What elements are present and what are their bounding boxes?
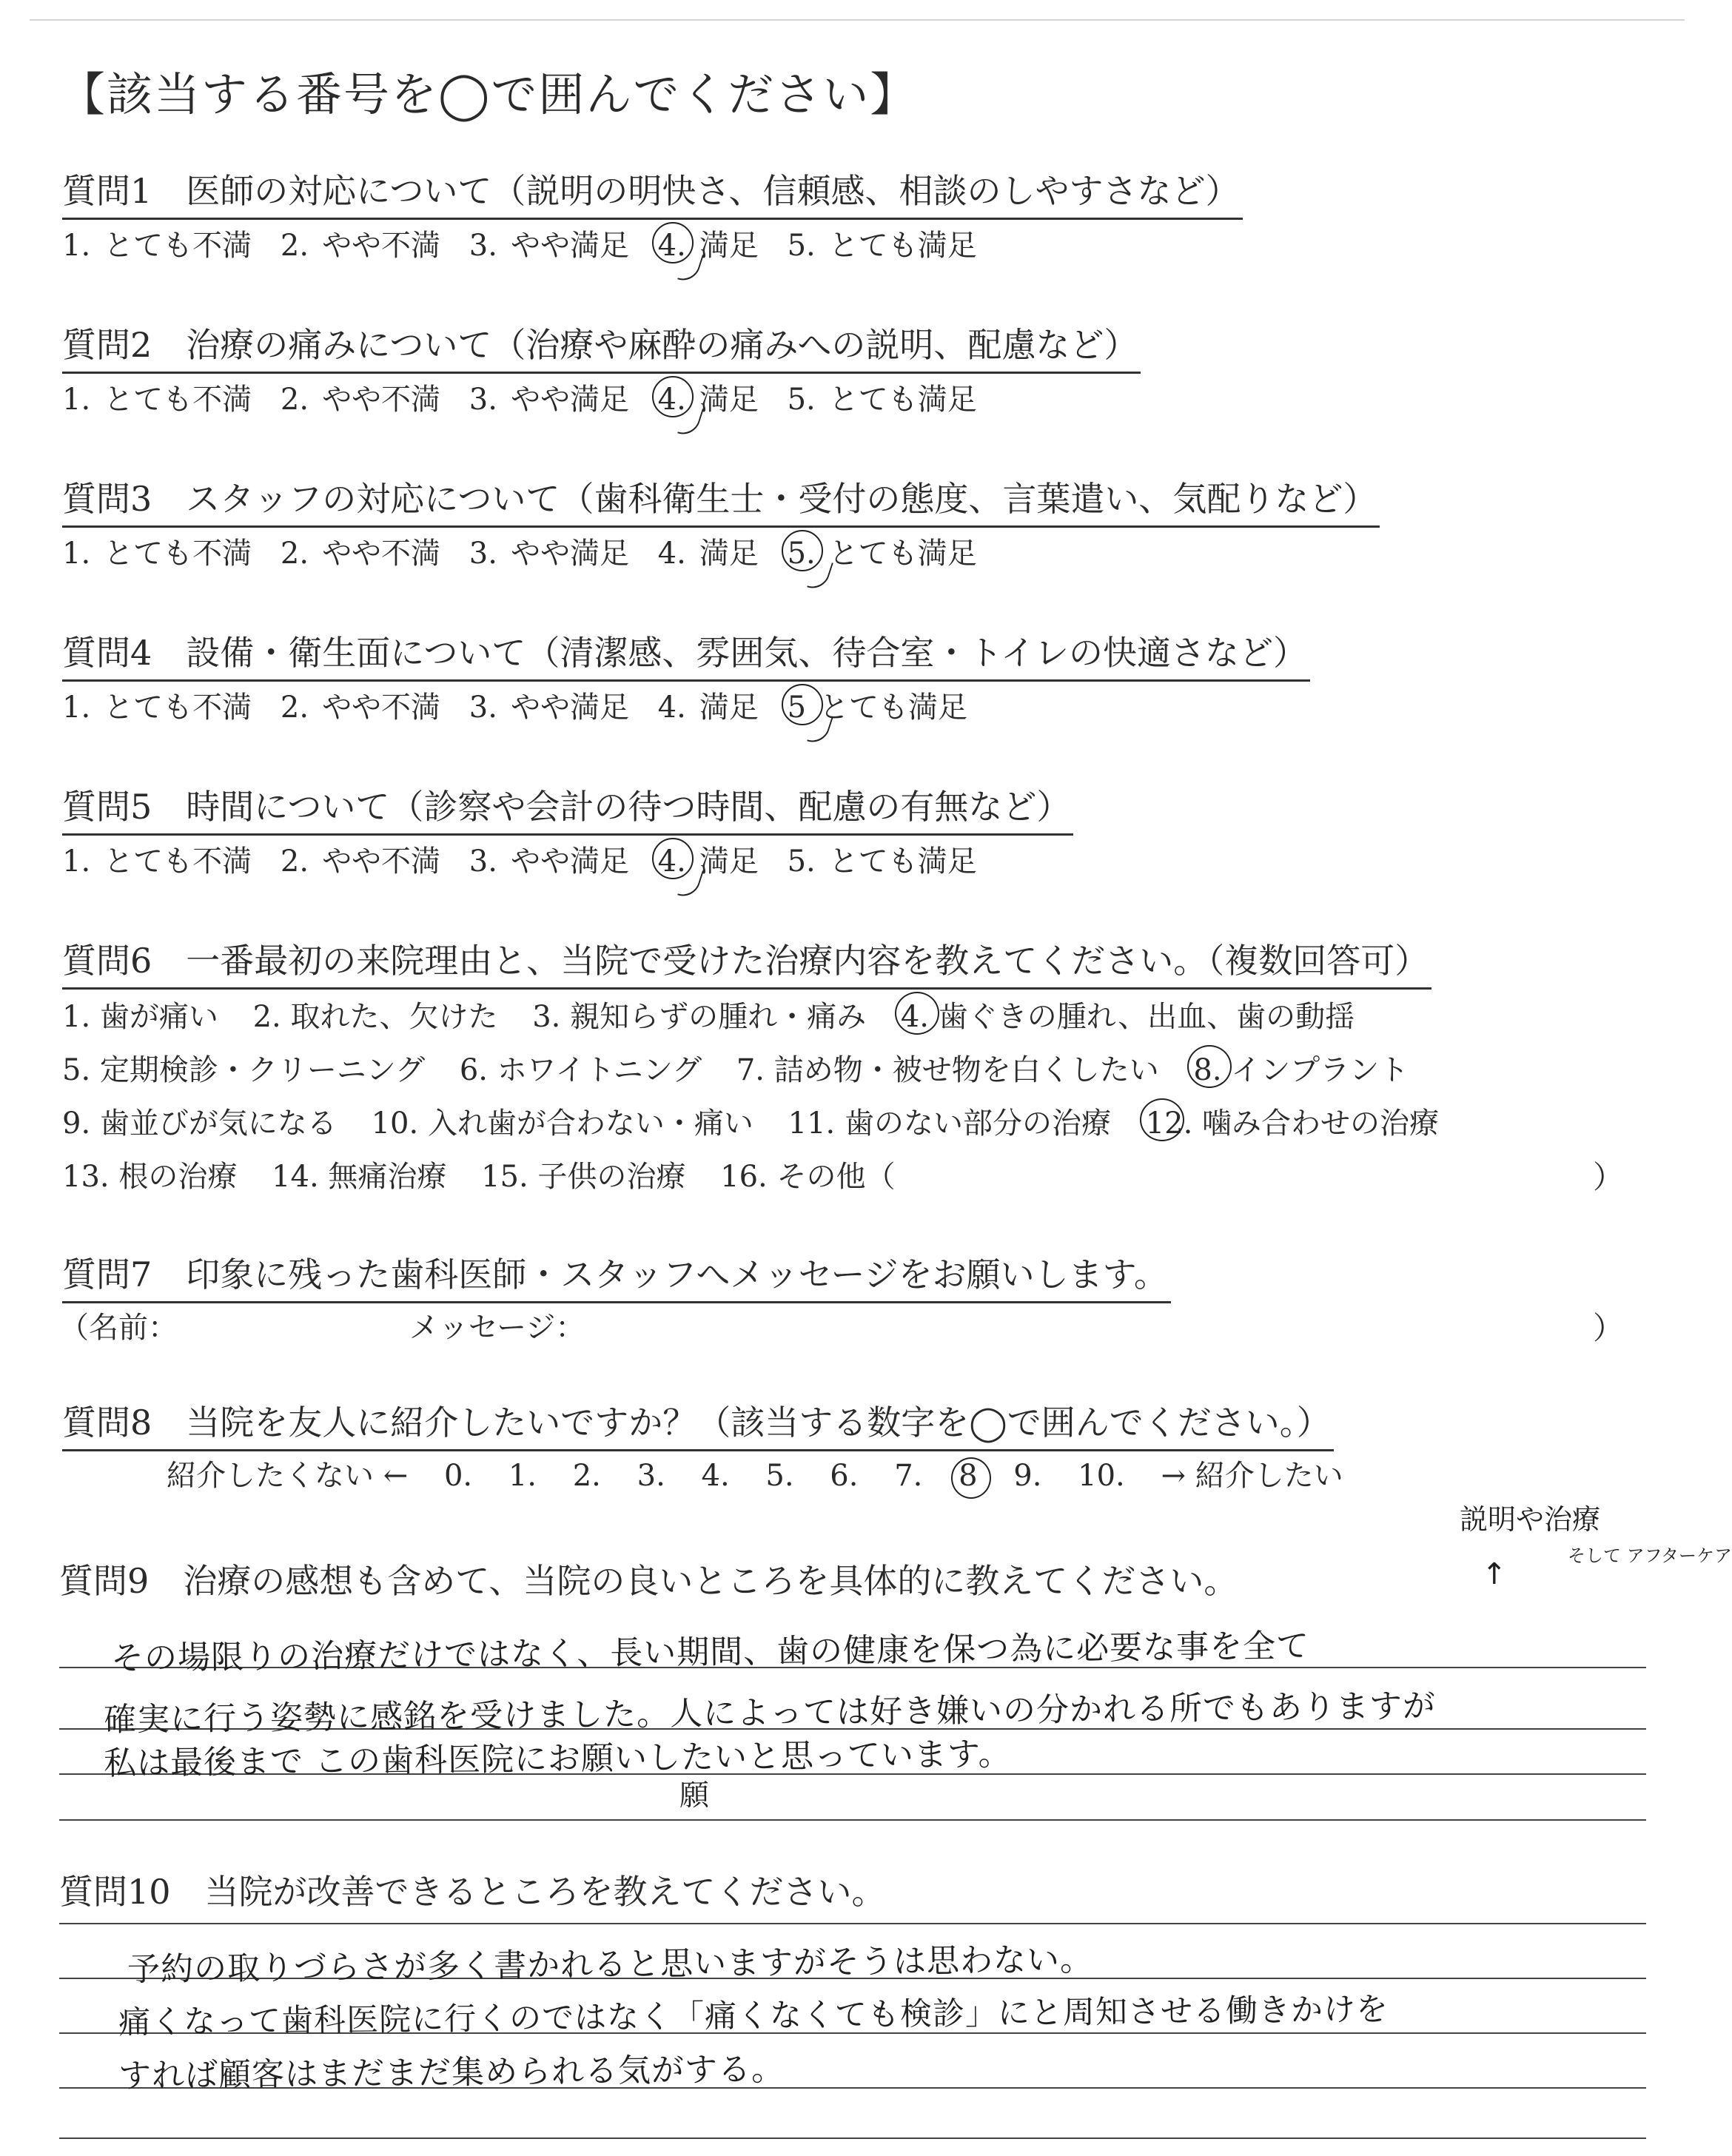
q8-scale-10[interactable]: 10.: [1078, 1459, 1125, 1493]
q3-option-5-circled[interactable]: 5. とても満足: [788, 530, 977, 572]
q2-option-5[interactable]: 5. とても満足: [787, 383, 977, 417]
q9-answer-line-1: その場限りの治療だけではなく、長い期間、歯の健康を保つ為に必要な事を全て: [110, 1627, 1310, 1678]
q2-option-4-circled[interactable]: 4. 満足: [658, 376, 759, 418]
q6-other-close: ）: [1592, 1159, 1624, 1195]
q9-annotation-top: 説明や治療: [1460, 1503, 1601, 1536]
q6-option-10[interactable]: 10. 入れ歯が合わない・痛い: [371, 1106, 753, 1141]
q6-option-4-circled[interactable]: 4. 歯ぐきの腫れ、出血、歯の動揺: [901, 993, 1355, 1035]
q8-scale-1[interactable]: 1.: [508, 1459, 537, 1493]
q10-answer-line-2: 痛くなって歯科医院に行くのではなく「痛くなくても検診」にと周知させる働きかけを: [118, 1991, 1389, 2041]
q8-scale: [167, 1452, 1370, 1494]
q1-option-4-circled[interactable]: 4. 満足: [658, 222, 759, 264]
question-8-title: 質問8 当院を友人に紹介したいですか？（該当する数字を◯で囲んでください。）: [62, 1396, 1334, 1451]
q10-answer-line-3: すれば顧客はまだまだ集められる気がする。: [118, 2050, 785, 2095]
top-rule: [30, 19, 1685, 21]
q10-line-5: [59, 2137, 1646, 2139]
q9-line-4: [59, 1819, 1646, 1821]
q6-row-1: [62, 993, 1380, 1035]
q6-option-16[interactable]: 16. その他（: [720, 1160, 896, 1194]
question-3-options: [62, 530, 996, 572]
q1-option-2[interactable]: 2. やや不満: [280, 229, 441, 263]
q4-option-2[interactable]: 2. やや不満: [280, 691, 441, 725]
q6-row-4: [62, 1153, 920, 1195]
q2-option-2[interactable]: 2. やや不満: [280, 383, 441, 417]
q8-low-label: 紹介したくない ←: [167, 1459, 409, 1493]
q10-answer-line-1: 予約の取りづらさが多く書かれると思いますがそうは思わない。: [127, 1941, 1094, 1989]
q6-option-8-circled[interactable]: 8. インプラント: [1193, 1047, 1409, 1089]
q6-option-6[interactable]: 6. ホワイトニング: [459, 1053, 702, 1087]
q6-option-2[interactable]: 2. 取れた、欠けた: [252, 1000, 498, 1034]
question-4-title: 質問4 設備・衛生面について（清潔感、雰囲気、待合室・トイレの快適さなど）: [62, 626, 1310, 682]
q2-option-3[interactable]: 3. やや満足: [469, 383, 629, 417]
q6-option-13[interactable]: 13. 根の治療: [62, 1160, 238, 1194]
q6-option-15[interactable]: 15. 子供の治療: [481, 1160, 686, 1194]
q4-option-5-circled[interactable]: 5 とても満足: [788, 684, 967, 726]
q4-option-1[interactable]: 1. とても不満: [62, 691, 252, 725]
q5-option-5[interactable]: 5. とても満足: [787, 844, 977, 879]
q6-option-3[interactable]: 3. 親知らずの腫れ・痛み: [532, 1000, 867, 1034]
q6-option-9[interactable]: 9. 歯並びが気になる: [62, 1106, 337, 1141]
question-5-title: 質問5 時間について（診察や会計の待つ時間、配慮の有無など）: [62, 780, 1073, 836]
question-4-options: [62, 684, 987, 726]
q8-scale-7[interactable]: 7.: [894, 1459, 923, 1493]
q7-message-label: メッセージ：: [409, 1311, 585, 1345]
q3-option-3[interactable]: 3. やや満足: [469, 537, 629, 571]
question-10-title: 質問10 当院が改善できるところを教えてください。: [59, 1872, 886, 1912]
q1-option-3[interactable]: 3. やや満足: [469, 229, 629, 263]
q6-option-11[interactable]: 11. 歯のない部分の治療: [788, 1106, 1111, 1141]
q6-option-5[interactable]: 5. 定期検診・クリーニング: [62, 1053, 426, 1087]
q9-answer-line-2: 確実に行う姿勢に感銘を受けました。人によっては好き嫌いの分かれる所でもありますが: [103, 1687, 1437, 1739]
q6-option-7[interactable]: 7. 詰め物・被せ物を白くしたい: [736, 1053, 1159, 1087]
q8-scale-2[interactable]: 2.: [572, 1459, 601, 1493]
q5-option-3[interactable]: 3. やや満足: [469, 844, 629, 879]
question-5-options: [62, 838, 996, 880]
q5-option-1[interactable]: 1. とても不満: [62, 844, 252, 879]
q8-scale-8-circled[interactable]: 8: [959, 1459, 978, 1493]
q7-close: ）: [1592, 1310, 1624, 1346]
q4-option-4[interactable]: 4. 満足: [657, 691, 759, 725]
question-2-title: 質問2 治療の痛みについて（治療や麻酔の痛みへの説明、配慮など）: [62, 318, 1141, 374]
q4-option-3[interactable]: 3. やや満足: [469, 691, 629, 725]
question-9-title: 質問9 治療の感想も含めて、当院の良いところを具体的に教えてください。: [59, 1561, 1238, 1601]
q8-high-label: → 紹介したい: [1161, 1459, 1343, 1493]
q8-scale-3[interactable]: 3.: [637, 1459, 665, 1493]
q3-option-2[interactable]: 2. やや不満: [280, 537, 441, 571]
q9-annotation-sub: そして アフターケア: [1568, 1545, 1732, 1566]
q3-option-4[interactable]: 4. 満足: [657, 537, 759, 571]
question-6-title: 質問6 一番最初の来院理由と、当院で受けた治療内容を教えてください。（複数回答可）: [62, 934, 1431, 990]
q8-scale-5[interactable]: 5.: [765, 1459, 794, 1493]
q9-answer-line-3: 私は最後まで この歯科医院にお願いしたいと思っています。: [103, 1735, 1012, 1783]
q10-line-1: [59, 1923, 1646, 1924]
q7-fields: [59, 1304, 610, 1346]
q1-option-5[interactable]: 5. とても満足: [787, 229, 977, 263]
question-2-options: [62, 376, 996, 418]
q9-correction: 願: [679, 1778, 711, 1813]
q1-option-1[interactable]: 1. とても不満: [62, 229, 252, 263]
q5-option-4-circled[interactable]: 4. 満足: [658, 838, 759, 880]
q6-row-2: [62, 1047, 1434, 1089]
q3-option-1[interactable]: 1. とても不満: [62, 537, 252, 571]
question-3-title: 質問3 スタッフの対応について（歯科衛生士・受付の態度、言葉遣い、気配りなど）: [62, 472, 1380, 528]
q6-row-3: [62, 1100, 1464, 1142]
q5-option-2[interactable]: 2. やや不満: [280, 844, 441, 879]
question-1-title: 質問1 医師の対応について（説明の明快さ、信頼感、相談のしやすさなど）: [62, 164, 1243, 220]
q8-scale-4[interactable]: 4.: [701, 1459, 730, 1493]
q6-option-12-circled[interactable]: 12. 噛み合わせの治療: [1146, 1100, 1439, 1142]
q8-scale-0[interactable]: 0.: [443, 1459, 473, 1493]
q6-option-14[interactable]: 14. 無痛治療: [272, 1160, 447, 1194]
page-title: 【該当する番号を◯で囲んでください】: [59, 67, 918, 121]
question-7-title: 質問7 印象に残った歯科医師・スタッフへメッセージをお願いします。: [62, 1248, 1171, 1303]
q8-scale-9[interactable]: 9.: [1013, 1459, 1042, 1493]
q2-option-1[interactable]: 1. とても不満: [62, 383, 252, 417]
q9-annotation-arrow-icon: ↑: [1482, 1557, 1507, 1591]
q7-name-label: （名前：: [59, 1311, 178, 1345]
q6-option-1[interactable]: 1. 歯が痛い: [62, 1000, 218, 1034]
q8-scale-6[interactable]: 6.: [830, 1459, 859, 1493]
question-1-options: [62, 222, 996, 264]
